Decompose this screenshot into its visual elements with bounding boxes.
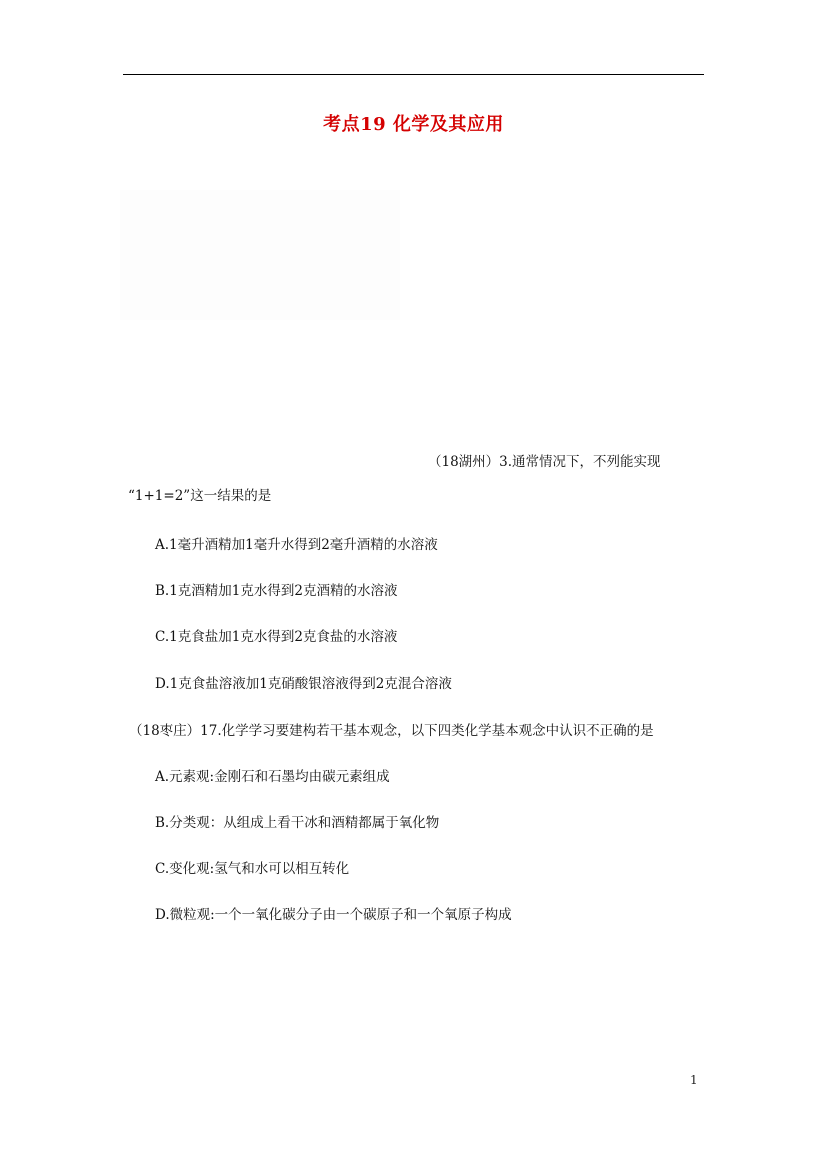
question-1-option-c: C.1克食盐加1克水得到2克食盐的水溶液 — [155, 629, 398, 645]
page-number: 1 — [690, 1073, 698, 1087]
question-2-option-d: D.微粒观:一个一氧化碳分子由一个碳原子和一个氧原子构成 — [155, 907, 512, 923]
question-2-option-a: A.元素观:金刚石和石墨均由碳元素组成 — [155, 769, 390, 785]
question-1-option-b: B.1克酒精加1克水得到2克酒精的水溶液 — [155, 583, 398, 599]
question-1-option-a: A.1毫升酒精加1毫升水得到2毫升酒精的水溶液 — [155, 537, 438, 553]
faded-watermark-area — [120, 190, 400, 320]
question-1-option-d: D.1克食盐溶液加1克硝酸银溶液得到2克混合溶液 — [155, 676, 452, 692]
question-1-header: （18湖州）3.通常情况下，不列能实现 — [428, 454, 661, 470]
question-2-header: （18枣庄）17.化学学习要建构若干基本观念，以下四类化学基本观念中认识不正确的是 — [129, 723, 654, 739]
question-1-continuation: “1+1=2”这一结果的是 — [128, 488, 272, 504]
question-2-option-b: B.分类观：从组成上看干冰和酒精都属于氧化物 — [155, 815, 440, 831]
document-title: 考点19 化学及其应用 — [323, 114, 504, 135]
question-2-option-c: C.变化观:氢气和水可以相互转化 — [155, 861, 350, 877]
header-rule — [123, 74, 704, 75]
